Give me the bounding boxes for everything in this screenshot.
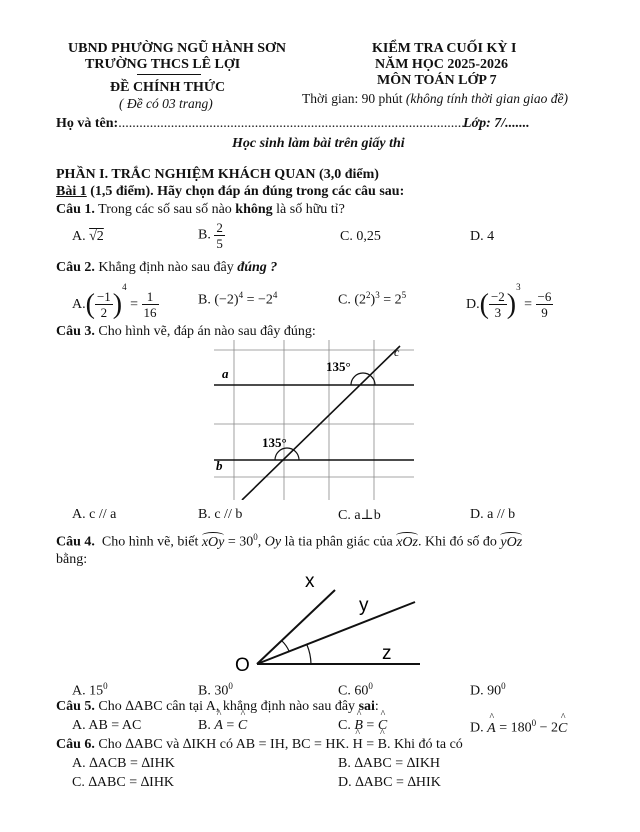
q6-option-a[interactable]: A. ∆ACB = ∆IHK xyxy=(72,756,175,771)
q5-stem: Câu 5. Cho ∆ABC cân tại A, khẳng định nào sau đây sai: xyxy=(56,699,379,714)
school-underline xyxy=(137,74,201,75)
q5-option-a[interactable]: A. AB = AC xyxy=(72,718,142,733)
q2-option-b[interactable]: B. $(-2)^4 = -2^4$ xyxy=(198,290,278,308)
q6-option-d[interactable]: D. ∆ABC = ∆HIK xyxy=(338,775,441,790)
q1-option-a[interactable]: A. √2 xyxy=(72,229,104,244)
q3-figure xyxy=(214,340,414,500)
angle-label-top: 135° xyxy=(326,359,351,374)
q4-option-a[interactable]: A. $15^0$ xyxy=(72,681,108,699)
q3-option-d[interactable]: D. a // b xyxy=(470,507,516,522)
part1-title: PHẦN I. TRẮC NGHIỆM KHÁCH QUAN (3,0 điểm) xyxy=(56,167,379,182)
q2-stem: Câu 2. Khẳng định nào sau đây đúng ? xyxy=(56,260,278,275)
grid xyxy=(214,340,414,500)
arc-xoy xyxy=(282,641,289,651)
q5-option-d[interactable]: D. ^ $A = 180^0$ − 2^ C xyxy=(470,718,567,737)
arc-yoz xyxy=(307,645,311,664)
school-year: NĂM HỌC 2025-2026 xyxy=(375,57,508,72)
school-name: TRƯỜNG THCS LÊ LỢI xyxy=(85,57,241,72)
label-z: z xyxy=(382,643,392,664)
q4-figure xyxy=(225,565,425,675)
q6-option-c[interactable]: C. ∆ABC = ∆IHK xyxy=(72,775,175,790)
label-o: O xyxy=(235,655,250,675)
q3-option-b[interactable]: B. c // b xyxy=(198,507,243,522)
q6-stem: Câu 6. Cho ∆ABC và ∆IKH có AB = IH, BC = HK. ^ H = ^ B. Khi đó ta có xyxy=(56,737,463,753)
q4-stem-cont: bằng: xyxy=(56,552,88,567)
q1-stem: Câu 1. Trong các số sau số nào không là số hữu tỉ? xyxy=(56,202,345,217)
exam-title: KIỂM TRA CUỐI KỲ I xyxy=(372,41,517,56)
q2-option-d[interactable]: D.( $\frac{-2}{3}$ )$^3$ = $\frac{-6}{9}$ xyxy=(466,282,552,321)
time-bold: Thời gian: 90 phút xyxy=(302,91,403,106)
name-label: Họ và tên:................................................................................................... xyxy=(56,116,465,131)
ray-ox xyxy=(257,590,335,664)
official-label: ĐỀ CHÍNH THỨC xyxy=(110,80,226,95)
label-a: a xyxy=(222,366,229,381)
q1-option-c[interactable]: C. 0,25 xyxy=(340,229,381,244)
label-c: c xyxy=(394,345,400,359)
page-count: ( Đề có 03 trang) xyxy=(119,96,213,111)
q5-option-b[interactable]: B. ^ A = ^ C xyxy=(198,718,247,734)
q4-stem: Câu 4. Cho hình vẽ, biết xOy = $30^0$, Oy là tia phân giác của xOz. Khi đó số đo yOz xyxy=(56,532,523,550)
q5-option-c[interactable]: C. ^ B = ^ C xyxy=(338,718,387,734)
q3-option-c[interactable]: C. a⊥b xyxy=(338,508,381,523)
dept-name: UBND PHƯỜNG NGŨ HÀNH SƠN xyxy=(68,41,287,56)
q4-option-b[interactable]: B. $30^0$ xyxy=(198,681,233,699)
label-b: b xyxy=(216,458,223,473)
angle-label-bottom: 135° xyxy=(262,435,287,450)
label-x: x xyxy=(305,571,315,592)
time-note: (không tính thời gian giao đề) xyxy=(405,91,568,106)
q2-option-c[interactable]: C. $(2^2)^3 = 2^5$ xyxy=(338,290,407,308)
q4-option-d[interactable]: D. $90^0$ xyxy=(470,681,506,699)
bai1: Bài 1 (1,5 điểm). Hãy chọn đáp án đúng trong các câu sau: xyxy=(56,184,405,199)
q3-option-a[interactable]: A. c // a xyxy=(72,507,117,522)
class-label: Lớp: 7/....... xyxy=(463,116,530,131)
subject: MÔN TOÁN LỚP 7 xyxy=(377,73,497,88)
instruction: Học sinh làm bài trên giấy thi xyxy=(232,136,405,151)
q6-option-b[interactable]: B. ∆ABC = ∆IKH xyxy=(338,756,441,771)
q1-option-d[interactable]: D. 4 xyxy=(470,229,495,244)
q2-option-a[interactable]: A.( $\frac{-1}{2}$ )$^4$ = $\frac{1}{16}$ xyxy=(72,282,157,321)
time-limit xyxy=(302,91,568,107)
q4-option-c[interactable]: C. $60^0$ xyxy=(338,681,373,699)
label-y: y xyxy=(359,595,369,616)
q3-stem: Câu 3. Cho hình vẽ, đáp án nào sau đây đúng: xyxy=(56,324,316,339)
q1-option-b[interactable]: B. $\frac{2}{5}$ xyxy=(198,220,223,251)
